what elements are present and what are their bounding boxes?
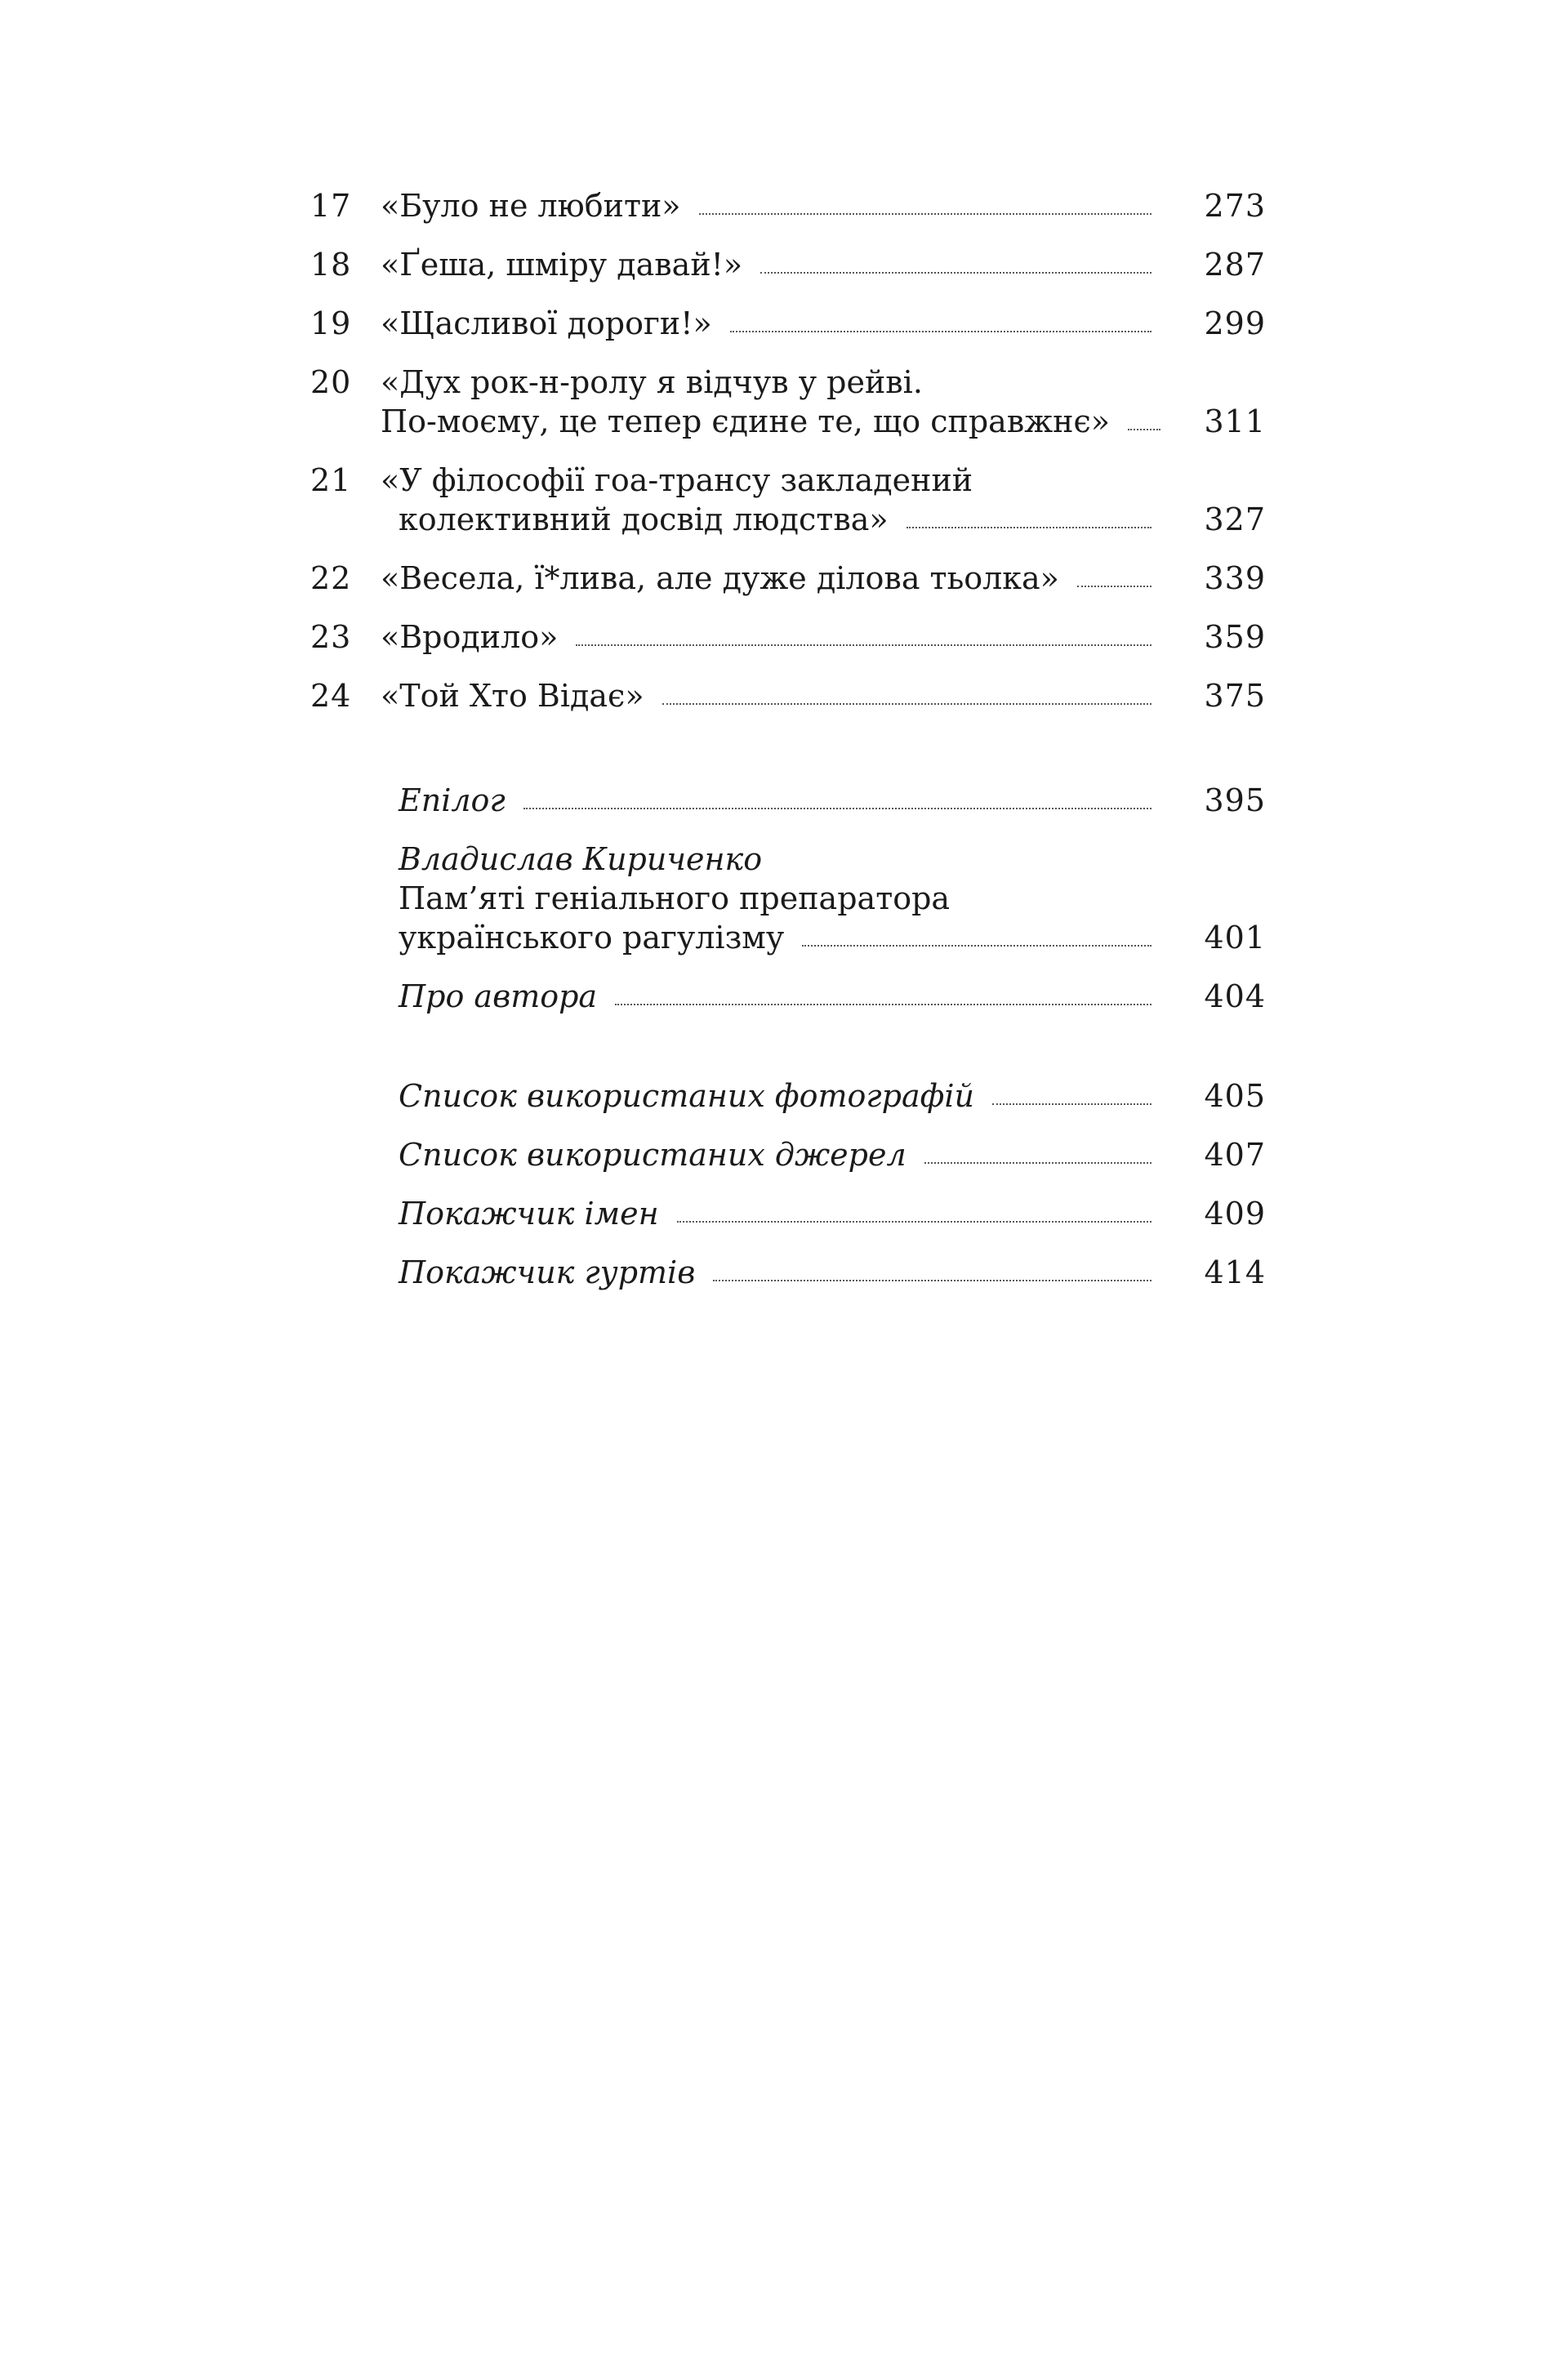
- table-of-contents: [310, 186, 1266, 1312]
- page-number: 407: [1204, 1137, 1266, 1173]
- page-number: 287: [1204, 247, 1266, 283]
- appendix-title: Список використаних джерел: [399, 1137, 906, 1173]
- appendix-title: Покажчик гуртів: [399, 1254, 696, 1290]
- toc-entry-name-index: [310, 1194, 1266, 1233]
- page-number: 339: [1204, 560, 1266, 596]
- chapter-title-line2: По-моєму, це тепер єдине те, що справжнє»: [381, 403, 1111, 439]
- dot-leader: [699, 212, 1152, 215]
- chapter-number: 22: [310, 560, 352, 596]
- essay-title-line1: Пам’яті геніального препаратора: [399, 880, 951, 916]
- toc-entry-sources-list: [310, 1135, 1266, 1174]
- toc-entry-kyrychenko: [310, 840, 1266, 957]
- essay-title-line2: українського рагулізму: [399, 920, 785, 956]
- page-number: 299: [1204, 305, 1266, 341]
- toc-entry-23: [310, 617, 1266, 657]
- page-number: 405: [1204, 1078, 1266, 1114]
- toc-entry-22: [310, 559, 1266, 598]
- dot-leader: [677, 1220, 1152, 1223]
- chapter-title-line2: колективний досвід людства»: [399, 501, 889, 537]
- dot-leader: [924, 1161, 1152, 1164]
- chapter-title-line1: «У філософії гоа-трансу закладений: [381, 462, 973, 498]
- dot-leader: [802, 944, 1152, 947]
- page-number: 311: [1204, 403, 1266, 439]
- dot-leader: [992, 1103, 1152, 1105]
- chapter-title: «Весела, ї*лива, але дуже ділова тьолка»: [381, 560, 1059, 596]
- chapter-number: 18: [310, 247, 352, 283]
- epilogue-title: Епілог: [399, 782, 506, 818]
- page-number: 414: [1204, 1254, 1266, 1290]
- toc-entry-24: [310, 676, 1266, 715]
- toc-entry-17: [310, 186, 1266, 225]
- appendix-title: Покажчик імен: [399, 1196, 659, 1232]
- chapter-title-line1: «Дух рок-н-ролу я відчув у рейві.: [381, 364, 923, 400]
- toc-entry-18: [310, 245, 1266, 284]
- toc-entry-photo-list: [310, 1076, 1266, 1116]
- page-number: 409: [1204, 1196, 1266, 1232]
- dot-leader: [1077, 585, 1152, 587]
- dot-leader: [760, 271, 1152, 274]
- toc-entry-20: [310, 363, 1266, 441]
- chapter-title: «Той Хто Відає»: [381, 678, 644, 714]
- page-number: 359: [1204, 619, 1266, 655]
- dot-leader: [713, 1279, 1152, 1281]
- chapter-number: 20: [310, 364, 352, 400]
- chapter-number: 21: [310, 462, 352, 498]
- page-number: 327: [1204, 501, 1266, 537]
- chapter-number: 24: [310, 678, 352, 714]
- page-number: 375: [1204, 678, 1266, 714]
- appendix-title: Список використаних фотографій: [399, 1078, 974, 1114]
- page-number: 404: [1204, 978, 1266, 1014]
- essay-author: Владислав Кириченко: [399, 841, 763, 877]
- chapter-title: «Вродило»: [381, 619, 559, 655]
- dot-leader: [906, 526, 1152, 528]
- toc-entry-about-author: [310, 977, 1266, 1016]
- chapter-number: 23: [310, 619, 352, 655]
- dot-leader: [730, 330, 1152, 332]
- dot-leader: [662, 702, 1152, 705]
- chapter-title: «Було не любити»: [381, 188, 681, 224]
- page-number: 273: [1204, 188, 1266, 224]
- chapter-number: 19: [310, 305, 352, 341]
- chapter-title: «Щасливої дороги!»: [381, 305, 712, 341]
- dot-leader: [523, 807, 1152, 809]
- dot-leader: [615, 1003, 1152, 1005]
- dot-leader: [576, 644, 1152, 646]
- toc-entry-epilogue: [310, 781, 1266, 820]
- chapter-title: «Ґеша, шміру давай!»: [381, 247, 743, 283]
- toc-entry-21: [310, 461, 1266, 539]
- page-number: 395: [1204, 782, 1266, 818]
- about-author-title: Про автора: [399, 978, 598, 1014]
- toc-entry-19: [310, 304, 1266, 343]
- toc-entry-band-index: [310, 1253, 1266, 1292]
- chapter-number: 17: [310, 188, 352, 224]
- page-number: 401: [1204, 920, 1266, 956]
